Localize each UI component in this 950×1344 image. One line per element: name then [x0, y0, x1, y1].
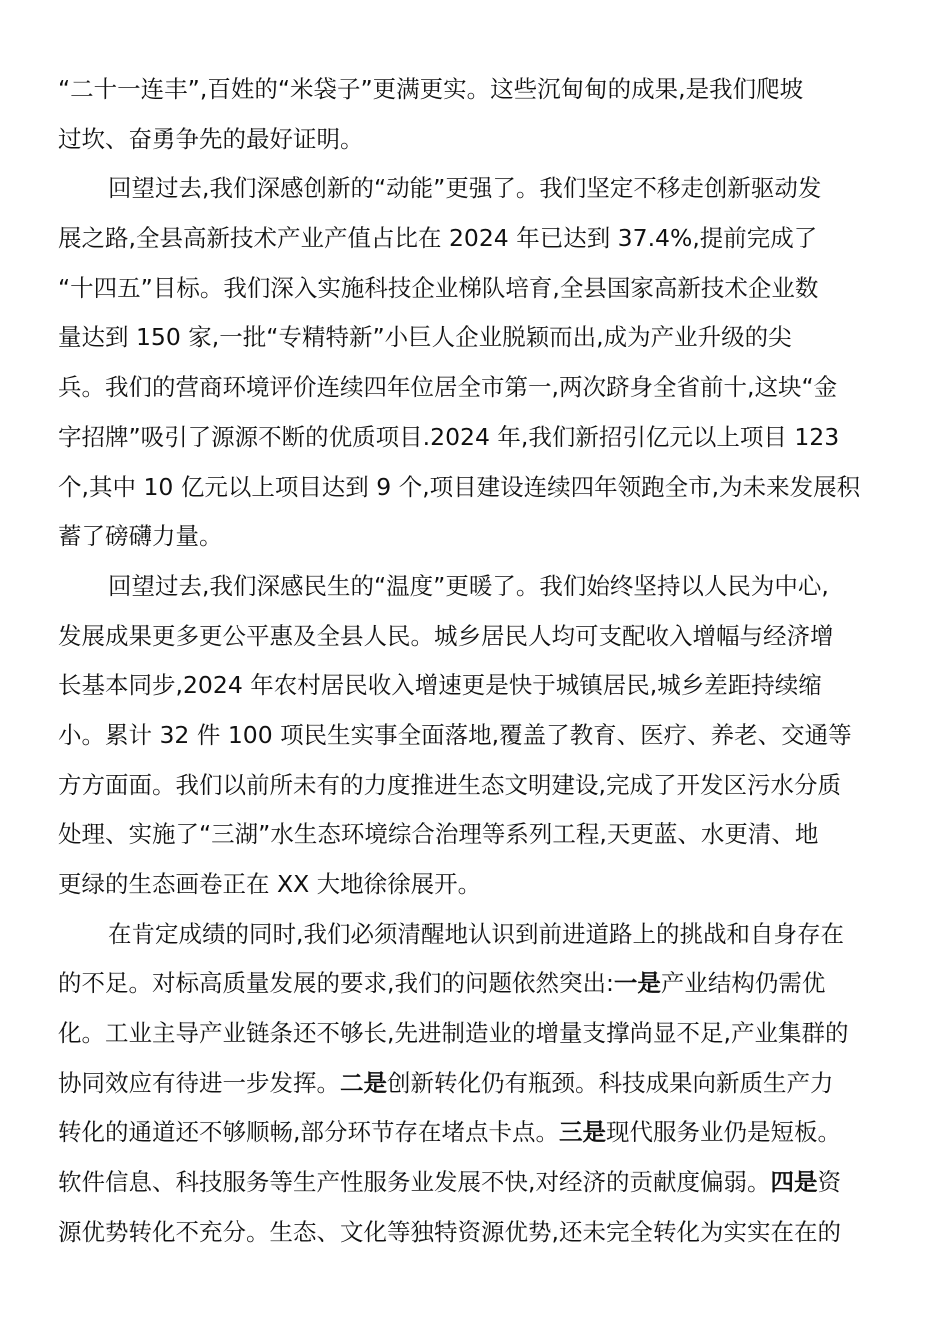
text-line [58, 959, 892, 1009]
text-line [58, 910, 892, 960]
text-line [58, 1208, 892, 1258]
text-run: 现代服务业仍是短板。 [605, 1118, 841, 1147]
text-run: 转化的通道还不够顺畅,部分环节存在堵点卡点。 [58, 1118, 559, 1147]
text-run: 蓄了磅礴力量。 [58, 522, 223, 551]
text-run: 个,其中 10 亿元以上项目达到 9 个,项目建设连续四年领跑全市,为未来发展积 [58, 472, 861, 501]
text-line [58, 661, 892, 711]
text-line [58, 363, 892, 413]
text-run: 化。工业主导产业链条还不够长,先进制造业的增量支撑尚显不足,产业集群的 [58, 1019, 849, 1048]
text-run: 的不足。对标高质量发展的要求,我们的问题依然突出: [58, 969, 614, 998]
text-run: “二十一连丰”,百姓的“米袋子”更满更实。这些沉甸甸的成果,是我们爬坡 [58, 75, 804, 103]
text-line [58, 810, 892, 860]
text-line [58, 761, 892, 811]
text-run: 更绿的生态画卷正在 XX 大地徐徐展开。 [58, 870, 482, 898]
bold-enumerator: 二是 [340, 1068, 387, 1097]
text-run: 处理、实施了“三湖”水生态环境综合治理等系列工程,天更蓝、水更清、地 [58, 820, 819, 849]
bold-enumerator: 三是 [558, 1118, 606, 1147]
text-line [58, 1108, 892, 1158]
text-run: 兵。我们的营商环境评价连续四年位居全市第一,两次跻身全省前十,这块“金 [58, 373, 838, 402]
text-run: 长基本同步,2024 年农村居民收入增速更是快于城镇居民,城乡差距持续缩 [58, 671, 822, 700]
text-run: “十四五”目标。我们深入实施科技企业梯队培育,全县国家高新技术企业数 [58, 273, 819, 302]
text-line [58, 264, 892, 314]
text-line [58, 65, 892, 115]
text-line [58, 463, 892, 513]
paragraph-p1 [58, 65, 892, 164]
text-line [58, 1158, 892, 1208]
text-line [58, 860, 892, 910]
text-run: 字招牌”吸引了源源不断的优质项目.2024 年,我们新招引亿元以上项目 123 [58, 422, 840, 451]
text-line [58, 711, 892, 761]
paragraph-p2 [58, 164, 892, 562]
text-run: 软件信息、科技服务等生产性服务业发展不快,对经济的贡献度偏弱。 [58, 1168, 771, 1197]
text-run: 回望过去,我们深感民生的“温度”更暖了。我们始终坚持以人民为中心, [108, 571, 829, 600]
text-line [58, 164, 892, 214]
text-run: 发展成果更多更公平惠及全县人民。城乡居民人均可支配收入增幅与经济增 [58, 621, 834, 650]
text-run: 过坎、奋勇争先的最好证明。 [58, 124, 364, 153]
bold-enumerator: 一是 [613, 969, 661, 998]
text-line [58, 612, 892, 662]
document-page [58, 65, 892, 1258]
text-line [58, 214, 892, 264]
paragraph-p4 [58, 910, 892, 1258]
text-line [58, 115, 892, 165]
paragraph-p3 [58, 562, 892, 910]
text-run: 展之路,全县高新技术产业产值占比在 2024 年已达到 37.4%,提前完成了 [58, 224, 818, 253]
bold-enumerator: 四是 [770, 1168, 818, 1197]
text-line [58, 562, 892, 612]
text-line [58, 413, 892, 463]
text-run: 协同效应有待进一步发挥。 [58, 1068, 340, 1097]
text-run: 量达到 150 家,一批“专精特新”小巨人企业脱颖而出,成为产业升级的尖 [58, 323, 792, 352]
text-line [58, 1059, 892, 1109]
text-run: 产业结构仍需优 [660, 969, 826, 998]
text-line [58, 1009, 892, 1059]
text-line [58, 313, 892, 363]
text-line [58, 512, 892, 562]
text-run: 在肯定成绩的同时,我们必须清醒地认识到前进道路上的挑战和自身存在 [108, 919, 844, 948]
text-run: 源优势转化不充分。生态、文化等独特资源优势,还未完全转化为实实在在的 [58, 1217, 841, 1246]
text-run: 创新转化仍有瓶颈。科技成果向新质生产力 [387, 1068, 834, 1097]
text-run: 回望过去,我们深感创新的“动能”更强了。我们坚定不移走创新驱动发 [108, 174, 822, 203]
text-run: 方方面面。我们以前所未有的力度推进生态文明建设,完成了开发区污水分质 [58, 770, 841, 799]
text-run: 小。累计 32 件 100 项民生实事全面落地,覆盖了教育、医疗、养老、交通等 [58, 720, 852, 749]
text-run: 资 [817, 1168, 841, 1197]
